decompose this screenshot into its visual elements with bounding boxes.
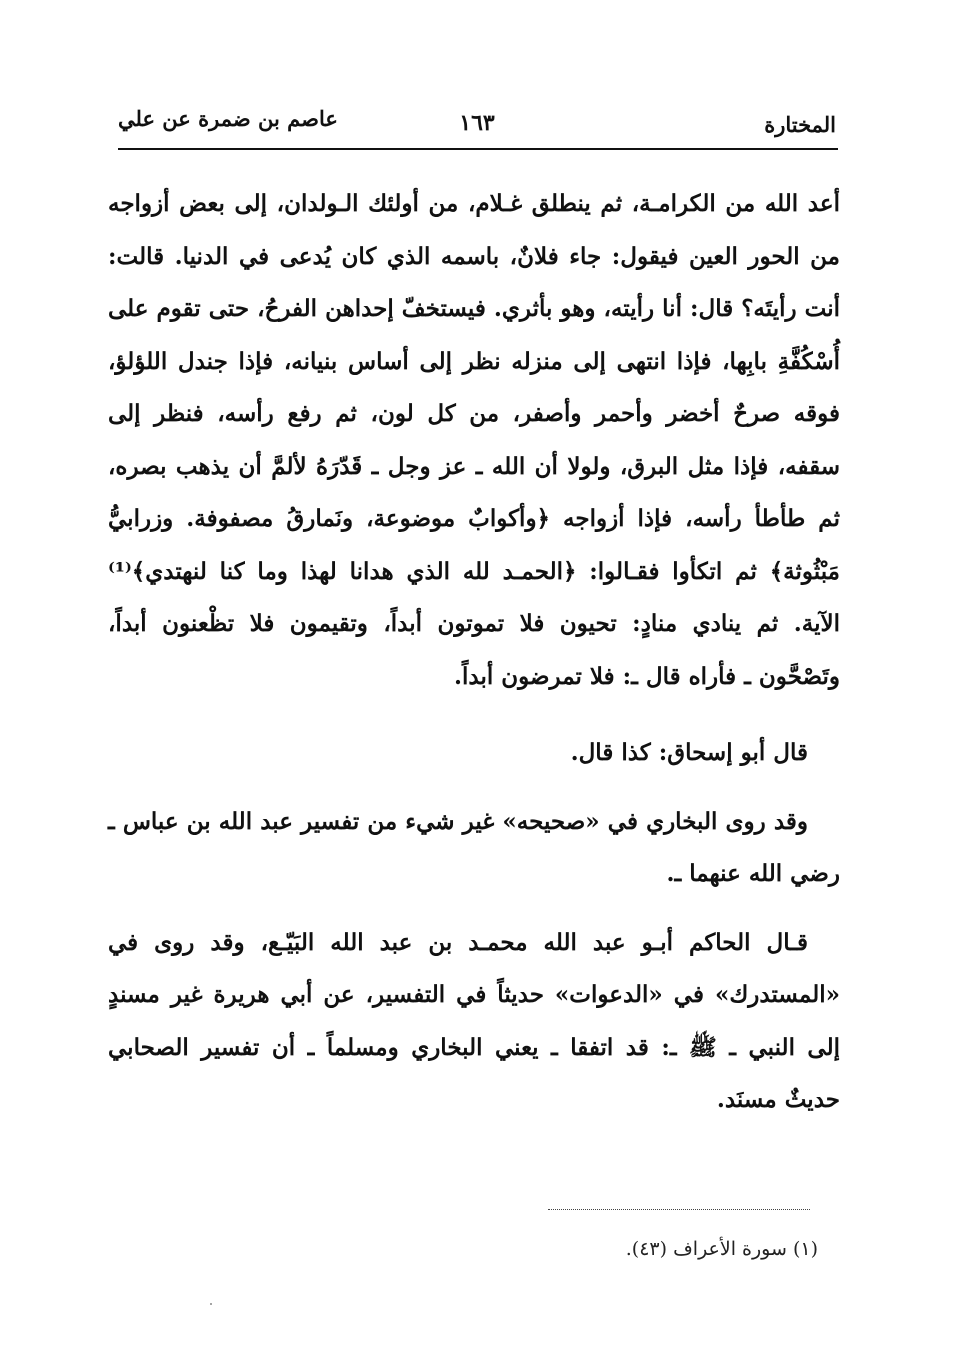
main-text bbox=[108, 178, 840, 1143]
paragraph-4: قـال الحاكم أبـو عبد الله محمـد بن عبد الله البَيّـع، وقد روى في «المستدرك» في «الدعوات» حديثاً في التفسير، عن أبي هريرة غير مسندٍ إلى النبي ـ ﷺ ـ: قد اتفقا ـ يعني البخاري ومسلماً ـ أن تفسير الصحابي حديثٌ مسنَد. bbox=[108, 928, 840, 1113]
page-header bbox=[118, 96, 836, 146]
footnote: (١) سورة الأعراف (٤٣). bbox=[625, 1238, 818, 1260]
paragraph-3: وقد روى البخاري في «صحيحه» غير شيء من تفسير عبد الله بن عباس ـ رضي الله عنهما ـ. bbox=[108, 807, 840, 887]
header-rule bbox=[118, 148, 838, 150]
footnote-rule bbox=[548, 1209, 810, 1210]
paragraph-1: أعد الله من الكرامـة، ثم ينطلق غـلام، من أولئك الـولدان، إلى بعض أزواجه من الحور العين فيقول: جاء فلانٌ، باسمه الذي كان يُدعى في الدنيا. قالت: أنت رأيتَه؟ قال: أنا رأيته، وهو بأثري. فيستخفّ إحداهن الفرحُ، حتى تقوم على أُسْكُفَّةِ بابِها، فإذا انتهى إلى منزله نظر إلى أساس بنيانه، فإذا جندل اللؤلؤ، فوقه صرحٌ أخضر وأحمر وأصفر، من كل لون، ثم رفع رأسه، فنظر إلى سقفه، فإذا مثل البرق، ولولا أن الله ـ عز وجل ـ قَدّرَهُ لألمَّ أن يذهب بصره، ثم طأطأ رأسه، فإذا أزواجه ﴿وأكوابٌ موضوعة، ونَمارقُ مصفوفة. وزرابيُّ مَبْثُوثة﴾ ثم اتكأوا فقـالوا: ﴿الحمـد لله الذي هدانا لهذا وما كنا لنهتدي﴾⁽¹⁾ الآية. ثم ينادي منادٍ: تحيون فلا تموتون أبداً، وتقيمون فلا تظْعنون أبداً، وتَصْحَّون ـ فأراه قال ـ: فلا تمرضون أبداً. bbox=[108, 190, 840, 690]
chapter-title: عاصم بن ضمرة عن علي bbox=[118, 106, 338, 131]
page-number: ١٦٣ bbox=[459, 110, 495, 136]
scan-speck bbox=[210, 1303, 212, 1305]
book-title: المختارة bbox=[764, 112, 836, 137]
paragraph-2: قال أبو إسحاق: كذا قال. bbox=[570, 739, 808, 766]
